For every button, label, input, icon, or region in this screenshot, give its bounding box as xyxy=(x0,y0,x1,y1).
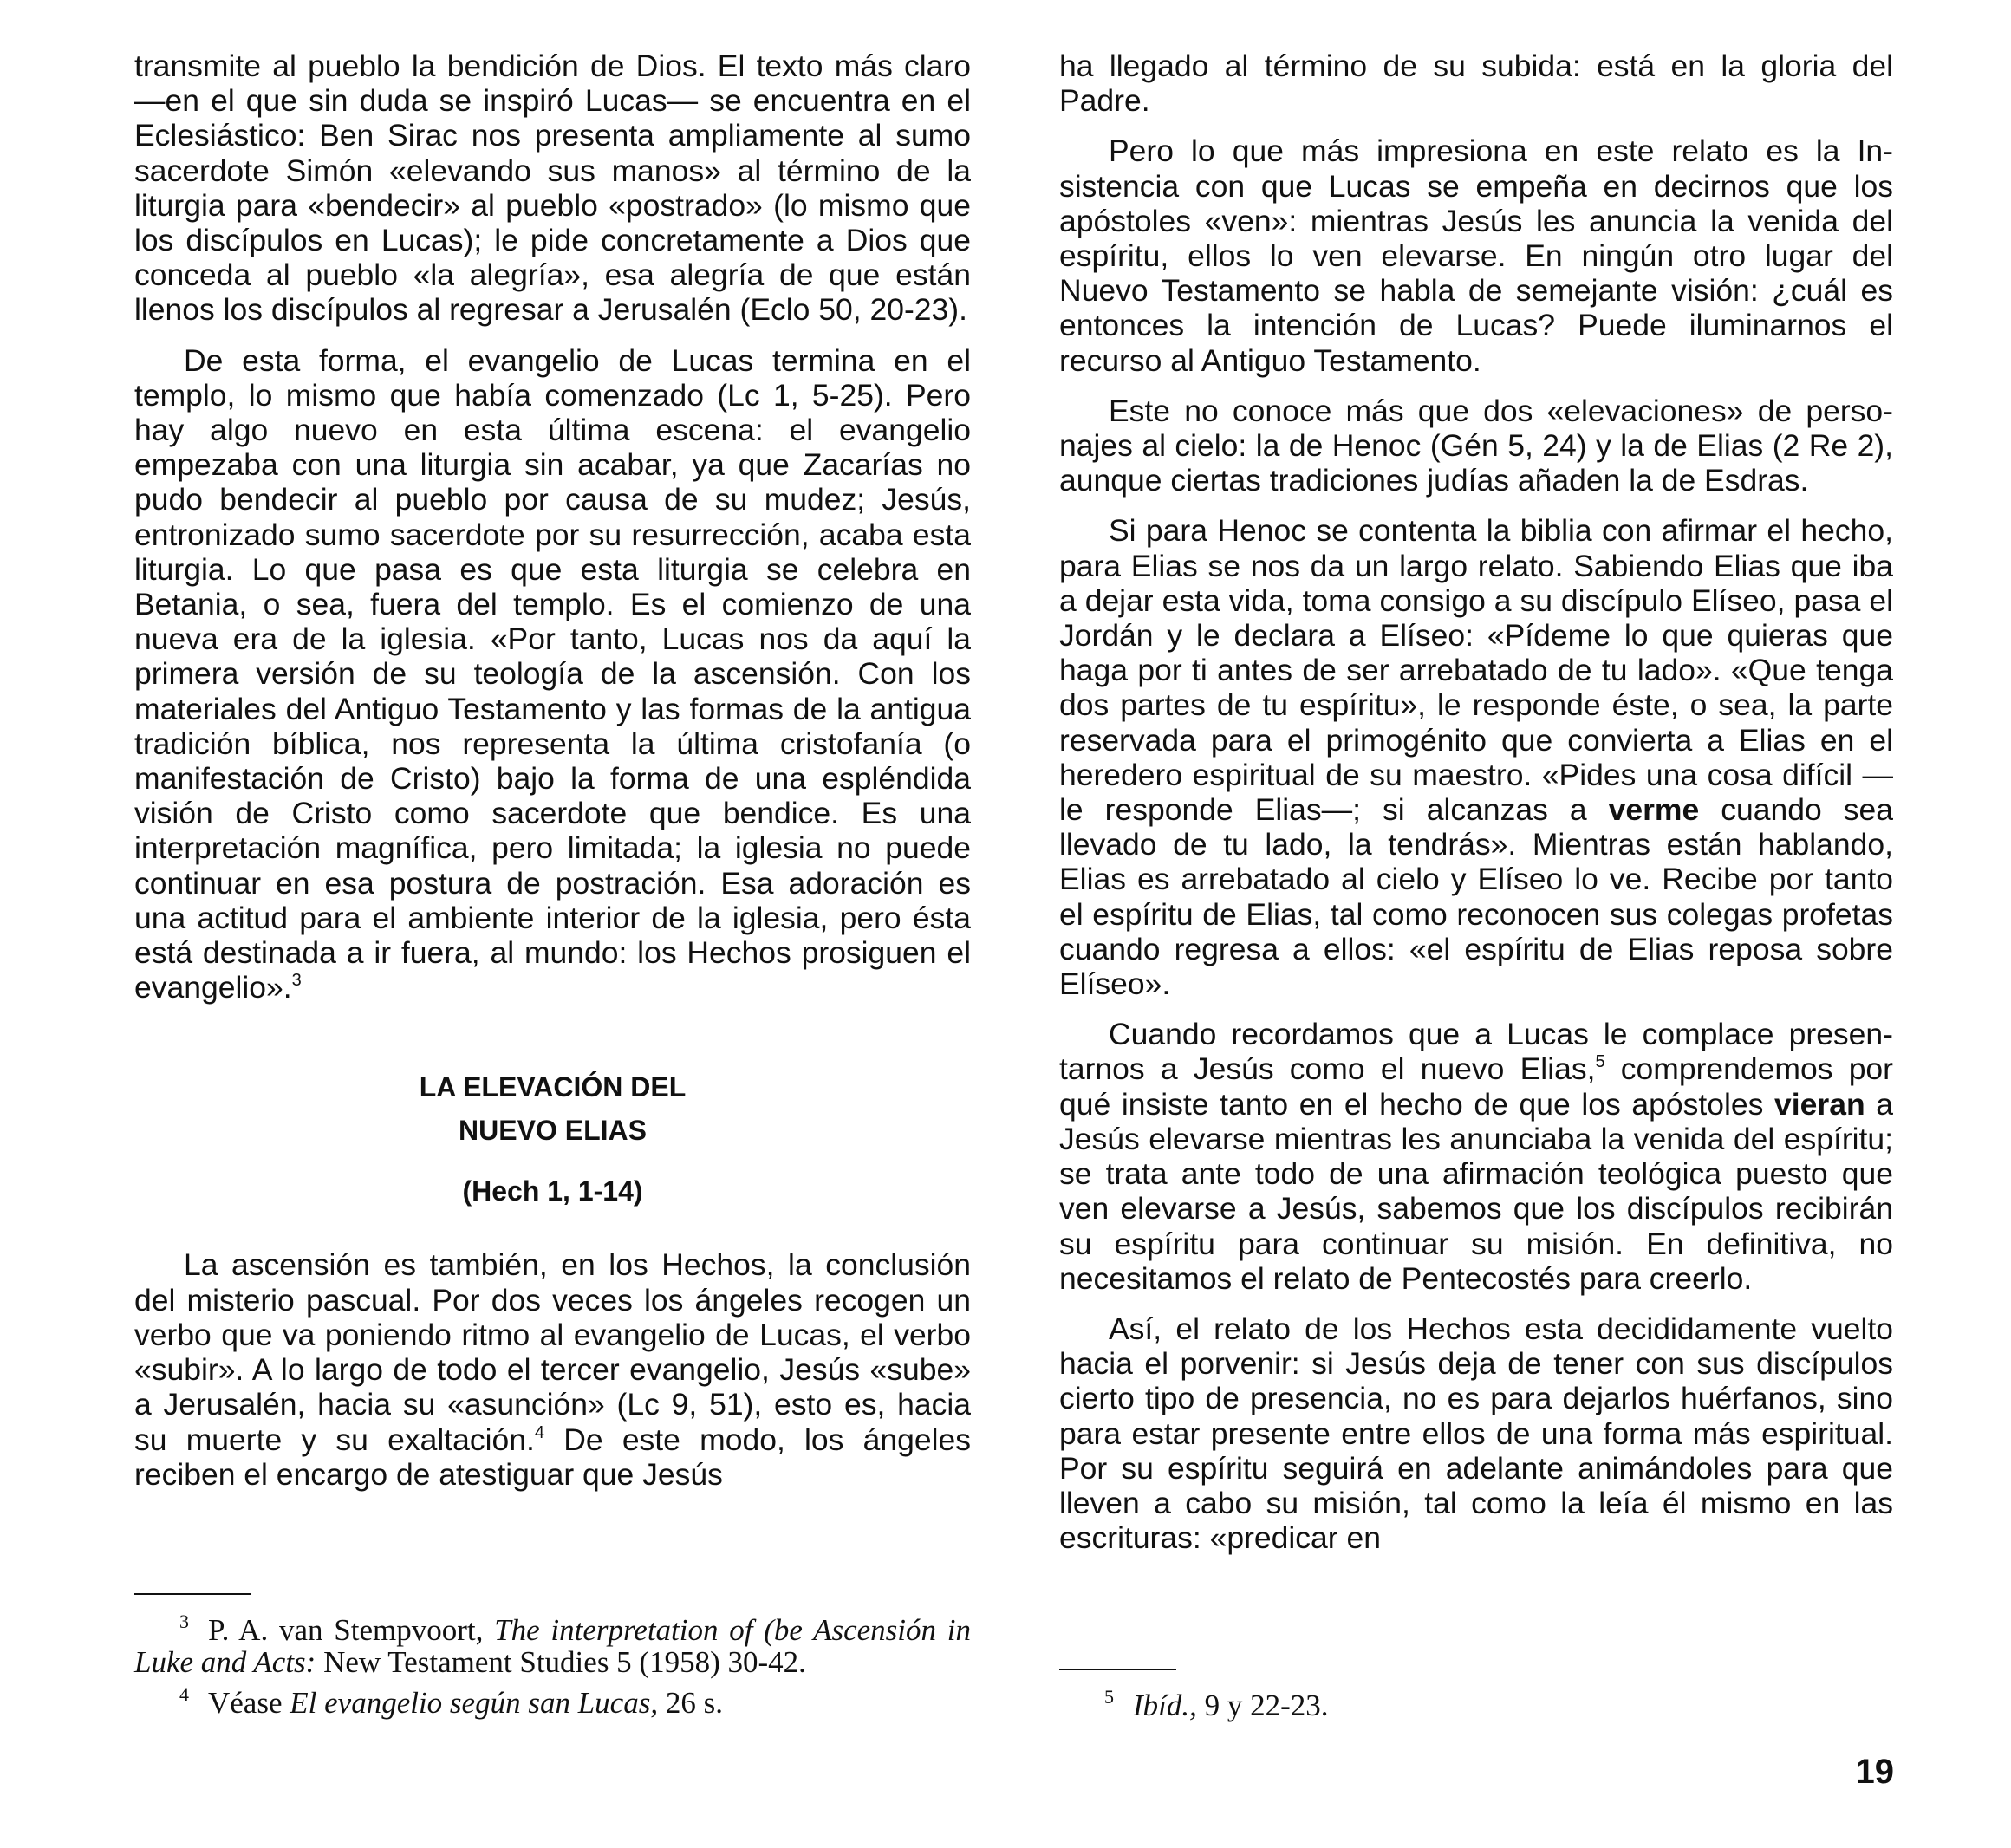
heading-reference: (Hech 1, 1-14) xyxy=(462,1175,643,1207)
footnote-ref[interactable]: 4 xyxy=(534,1422,544,1442)
paragraph: La ascensión es también, en los Hechos, la conclusión del misterio pascual. Por dos veces los ángeles recogen un verbo que va poniendo ritmo al evangelio de Lucas, el verbo «subir». A lo largo de todo el tercer evangelio, Jesús «sube» a Jerusalén, hacia su «asunción» (Lc 9, 51), esto es, hacia su muerte y su exaltación.$^4$ De este modo, los ángeles reciben el encargo de atestiguar que Jesús xyxy=(134,1247,971,1492)
paragraph: ha llegado al término de su subida: está en la gloria del Padre. xyxy=(1059,49,1893,119)
paragraph: De esta forma, el evangelio de Lucas termina en el templo, lo mismo que había comenzado (Lc 1, 5-25). Pero hay algo nuevo en esta última escena: el evangelio empezaba con una liturgia sin acabar, ya que Zacarías no pudo bendecir al pueblo por causa de su mudez; Jesús, entronizado sumo sacerdote por su resurrección, acaba esta liturgia. Lo que pasa es que esta liturgia se celebra en Betania, o sea, fuera del templo. Es el comienzo de una nueva era de la iglesia. «Por tanto, Lucas nos da aquí la primera versión de su teología de la ascensión. Con los materiales del Antiguo Testamento y las formas de la antigua tradición bíblica, nos representa la última cristofanía (o manifestación de Cristo) bajo la forma de una espléndida visión de Cristo como sacerdote que bendice. Es una interpretación magnífica, pero limitada; la iglesia no puede continuar en esa postura de postración. Esa adoración es una actitud para el ambiente interior de la iglesia, pero ésta está destinada a ir fuera, al mundo: los Hechos prosiguen el evangelio».$^3$ xyxy=(134,342,971,1005)
footnote-rule xyxy=(134,1593,251,1595)
page-number: 19 xyxy=(1855,1753,1894,1791)
paragraph: Así, el relato de los Hechos esta decididamente vuelto hacia el porvenir: si Jesús deja de tener con sus discípulos cierto tipo de presencia, no es para dejarlos huérfanos, sino para estar presente entre ellos de una forma más espiritual. Por su espíritu seguirá en adelante animándoles para que lleven a cabo su misión, tal como la leía él mismo en las escrituras: «predicar en xyxy=(1059,1311,1893,1556)
paragraph: Pero lo que más impresiona en este relato es la Insistencia con que Lucas se empeña en decirnos que los apóstoles «ven»: mientras Jesús les anuncia la venida del espíritu, ellos lo ven elevarse. En ningún otro lugar del Nuevo Testamento se habla de semejante visión: ¿cuál es entonces la intención de Lucas? Puede iluminarnos el recurso al Antiguo Testamento. xyxy=(1059,133,1893,378)
footnote-ref[interactable]: 5 xyxy=(1595,1052,1605,1072)
footnote-ref[interactable]: 3 xyxy=(291,971,302,991)
footnote-rule xyxy=(1059,1669,1176,1670)
section-heading xyxy=(134,1065,971,1213)
left-column xyxy=(134,49,971,1492)
footnote: $^5$ Ibíd., 9 y 22-23. xyxy=(1104,1686,1329,1722)
paragraph: Si para Henoc se contenta la biblia con afirmar el hecho, para Elias se nos da un largo relato. Sabiendo Elias que iba a dejar esta vida, toma consigo a su discípulo Elíseo, pasa el Jordán y le declara a Elíseo: «Pídeme lo que quieras que haga por ti antes de ser arrebatado de tu lado». «Que tenga dos partes de tu espíritu», le responde éste, o sea, la parte reservada para el primogénito que convierta a Elias en el heredero espiritual de su maestro. «Pides una cosa difícil —le responde Elias—; si alcanzas a verme cuando sea llevado de tu lado, la tendrás». Mientras están hablando, Elias es arrebatado al cielo y Elíseo lo ve. Recibe por tanto el espíritu de Elias, tal como reconocen sus colegas profetas cuando regresa a ellos: «el espíritu de Elias reposa sobre Elíseo». xyxy=(1059,513,1894,1002)
bold-term: verme xyxy=(1608,792,1700,828)
heading-line: NUEVO ELIAS xyxy=(459,1115,647,1147)
footnote: $^3$ P. A. van Stempvoort, The interpretation of (be Ascensión in Luke and Acts: New Testament Studies 5 (1958) 30-42. xyxy=(134,1610,971,1679)
heading-line: LA ELEVACIÓN DEL xyxy=(419,1071,687,1103)
right-column xyxy=(1059,49,1893,1555)
paragraph: Este no conoce más que dos «elevaciones» de personajes al cielo: la de Henoc (Gén 5, 24) y la de Elias (2 Re 2), aunque ciertas tradiciones judías añaden la de Esdras. xyxy=(1059,393,1893,498)
paragraph: transmite al pueblo la bendición de Dios. El texto más claro —en el que sin duda se inspiró Lucas— se encuentra en el Eclesiástico: Ben Sirac nos presenta ampliamente al sumo sacerdote Simón «elevando sus manos» al término de la liturgia para «bendecir» al pueblo «postrado» (lo mismo que los discípulos en Lucas); le pide concretamente a Dios que conceda al pueblo «la alegría», esa alegría de que están llenos los discípulos al regresar a Jerusalén (Eclo 50, 20-23). xyxy=(134,49,971,328)
bold-term: vieran xyxy=(1774,1086,1865,1122)
footnote: $^4$ Véase El evangelio según san Lucas, 26 s. xyxy=(179,1683,723,1720)
paragraph: Cuando recordamos que a Lucas le complace presentarnos a Jesús como el nuevo Elias,$^5$ comprendemos por qué insiste tanto en el hecho de que los apóstoles vieran a Jesús elevarse mientras les anunciaba la venida del espíritu; se trata ante todo de una afirmación teológica puesto que ven elevarse a Jesús, sabemos que los discípulos recibirán su espíritu para continuar su misión. En definitiva, no necesitamos el relato de Pentecostés para creerlo. xyxy=(1059,1017,1893,1296)
footnotes-right xyxy=(1059,1669,1893,1730)
footnotes-left xyxy=(134,1593,971,1728)
